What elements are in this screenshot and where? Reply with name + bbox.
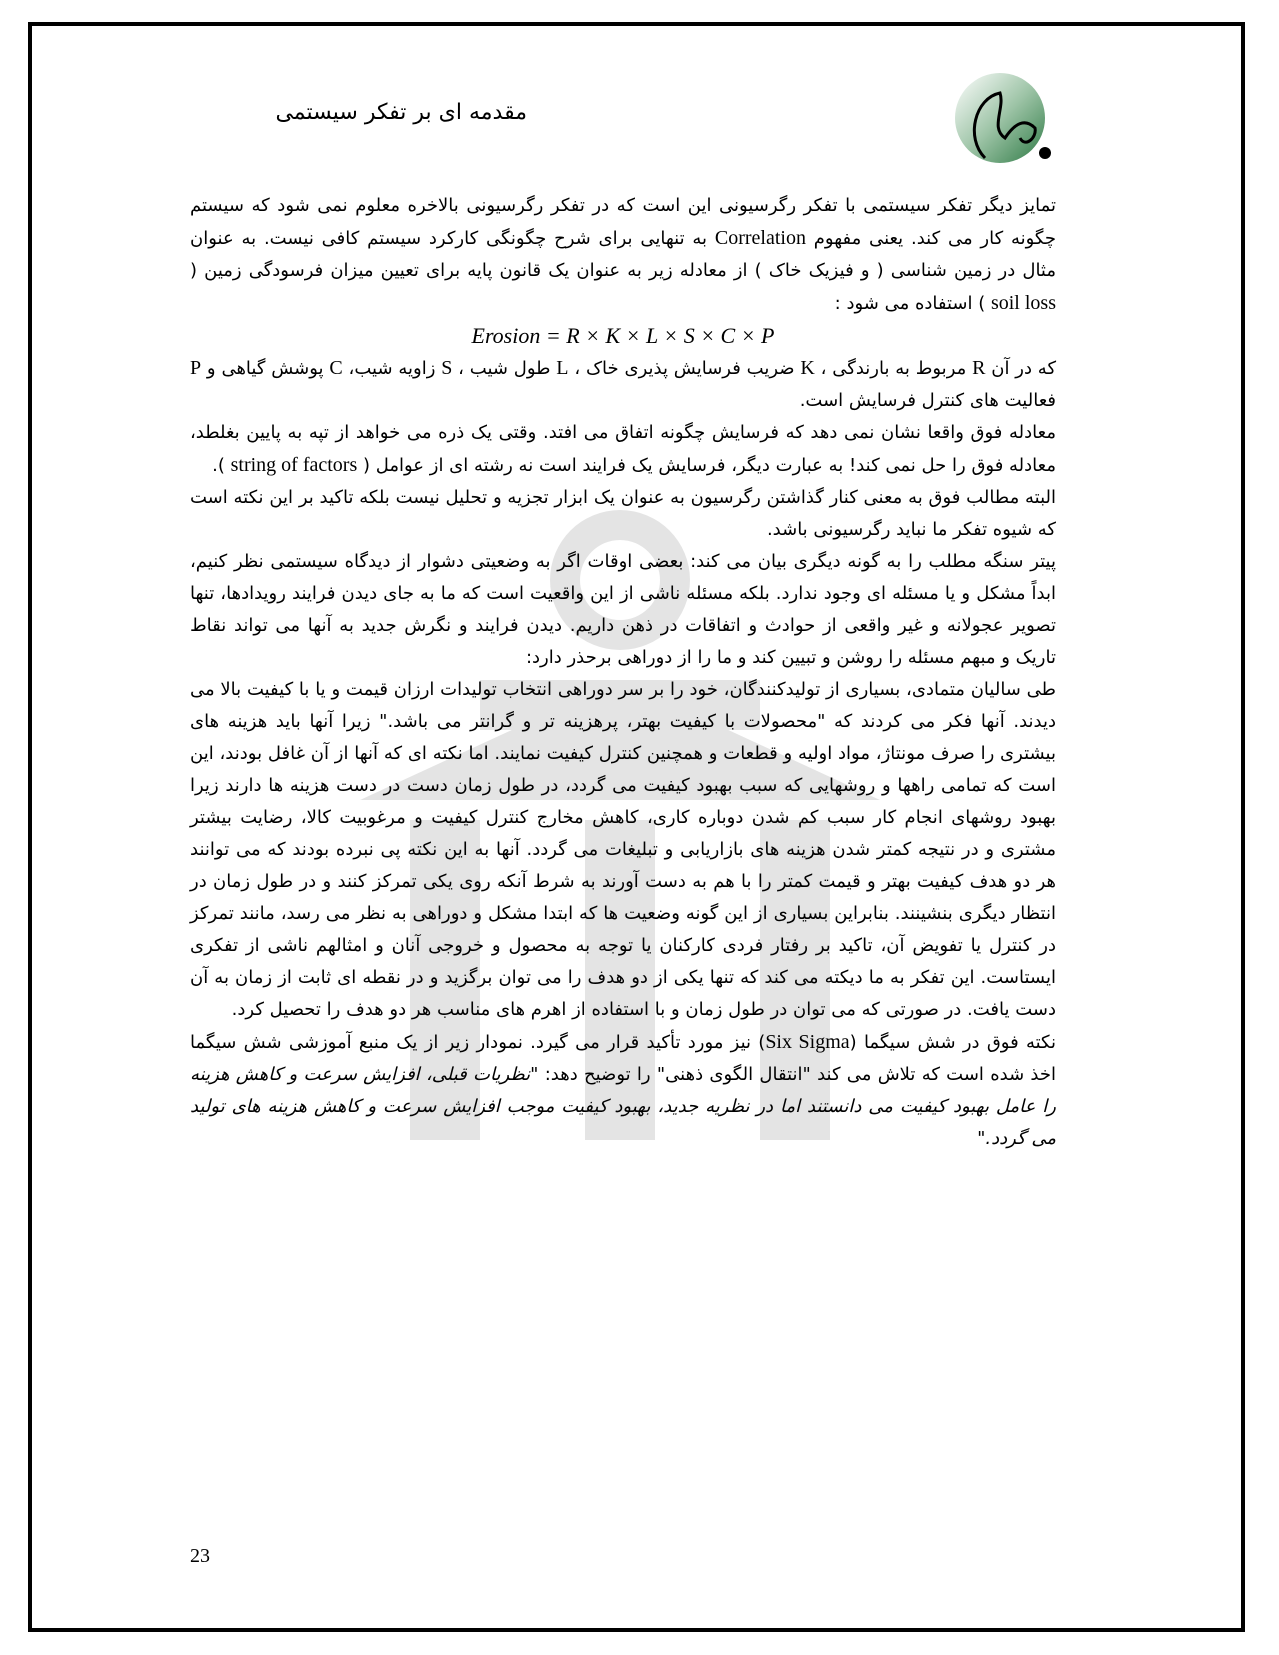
- var-k: K: [800, 357, 815, 379]
- var-l: L: [556, 357, 569, 379]
- term-six-sigma: Six Sigma: [765, 1031, 850, 1053]
- text-span: تمایز دیگر تفکر سیستمی با تفکر رگرسیونی این است که در تفکر رگرسیونی بالاخره معلوم نمی شود که سیستم چگونه کار می کند. یعنی مفهوم: [190, 195, 1056, 249]
- quote-italic: "نظریات قبلی، افزایش سرعت و کاهش هزینه را عامل بهبود کیفیت می دانستند اما در نظریه جدید، بهبود کیفیت موجب افزایش سرعت و کاهش هزینه های تولید می گردد.": [190, 1064, 1056, 1149]
- text-span: ) استفاده می شود :: [834, 293, 991, 314]
- paragraph-7: [190, 1026, 1056, 1155]
- var-s: S: [441, 357, 453, 379]
- text-span: معادله فوق واقعا نشان نمی دهد که فرسایش چگونه اتفاق می افتد. وقتی یک ذره می خواهد از تپه به پایین بغلطد، معادله فوق را حل نمی کند! به عبارت دیگر، فرسایش یک فرایند است نه رشته ای از عوامل (: [190, 422, 1056, 476]
- var-p: P: [190, 357, 202, 379]
- term-string-of-factors: string of factors: [230, 454, 358, 476]
- text-span: ضریب فرسایش پذیری خاک ،: [568, 358, 801, 379]
- logo-icon: [945, 68, 1075, 178]
- term-soil-loss: soil loss: [990, 292, 1056, 314]
- text-span: طول شیب ،: [452, 358, 557, 379]
- text-span: نکته فوق در شش سیگما (: [849, 1032, 1056, 1053]
- text-span: به تنهایی برای شرح چگونگی کارکرد سیستم کافی نیست. به عنوان مثال در زمین شناسی ( و فیزیک خاک ) از معادله زیر به عنوان یک قانون پایه برای تعیین میزان فرسودگی زمین (: [190, 228, 1056, 281]
- paragraph-3: [190, 417, 1056, 482]
- text-span: ).: [212, 455, 231, 476]
- page-number: 23: [190, 1545, 210, 1567]
- term-correlation: Correlation: [714, 227, 806, 249]
- erosion-formula: Erosion = R × K × L × S × C × P: [471, 323, 775, 348]
- text-span: پوشش گیاهی و: [201, 358, 330, 379]
- var-r: R: [972, 357, 986, 379]
- paragraph-2: [190, 352, 1056, 417]
- paragraph-6: طی سالیان متمادی، بسیاری از تولیدکنندگان، خود را بر سر دوراهی انتخاب تولیدات ارزان قیمت و یا با کیفیت بالا می دیدند. آنها فکر می کردند که "محصولات با کیفیت بهتر، پرهزینه تر و گرانتر می باشد." زیرا آنها باید هزینه های بیشتری را صرف مونتاژ، مواد اولیه و قطعات و همچنین کنترل کیفیت نمایند. اما نکته ای که آنها از آن غافل بودند، این است که تمامی راهها و روشهایی که سبب بهبود کیفیت می گردد، در طول زمان دست در دست هزینه ها دارند زیرا بهبود روشهای انجام کار سبب کم شدن دوباره کاری، کاهش مخارج کنترل کیفیت و مرغوبیت کالا، رضایت بیشتر مشتری و در نتیجه کمتر شدن هزینه های بازاریابی و تبلیغات می گردد. آنها به این نکته پی نبرده بودند که می توانند هر دو هدف کیفیت بهتر و قیمت کمتر را با هم به دست آورند به شرط آنکه روی یکی تمرکز کنند و در طول زمان در انتظار دیگری بنشینند. بنابراین بسیاری از این گونه وضعیت ها که ابتدا مشکل و دوراهی به نظر می رسد، مانند تمرکز در کنترل یا تفویض آن، تاکید بر رفتار فردی کارکنان یا توجه به محصول و خروجی آنان و امثالهم ناشی از تفکری ایستاست. این تفکر به ما دیکته می کند که تنها یکی از دو هدف را می توان برگزید و در نقطه ای ثابت از زمان به آن دست یافت. در صورتی که می توان در طول زمان و با استفاده از اهرم های مناسب هر دو هدف را تحصیل کرد.: [190, 679, 1056, 1020]
- text-span: ) نیز مورد تأکید قرار می گیرد. نمودار زیر از یک منبع آموزشی شش سیگما اخذ شده است که تلاش می کند "انتقال الگوی ذهنی" را توضیح دهد:: [190, 1032, 1056, 1085]
- document-body: [190, 190, 1056, 1390]
- text-span: زاویه شیب،: [342, 358, 442, 379]
- text-span: مربوط به بارندگی ،: [814, 358, 973, 379]
- paragraph-4: البته مطالب فوق به معنی کنار گذاشتن رگرسیون به عنوان یک ابزار تجزیه و تحلیل نیست بلکه تاکید بر این نکته است که شیوه تفکر ما نباید رگرسیونی باشد.: [190, 487, 1056, 540]
- text-span: فعالیت های کنترل فرسایش است.: [799, 390, 1056, 411]
- header-title: مقدمه ای بر تفکر سیستمی: [275, 100, 527, 125]
- paragraph-1: [190, 190, 1056, 320]
- var-c: C: [329, 357, 343, 379]
- text-span: که در آن: [985, 358, 1057, 379]
- paragraph-5: پیتر سنگه مطلب را به گونه دیگری بیان می کند: بعضی اوقات اگر به وضعیتی دشوار از دیدگاه سیستمی نظر کنیم، ابداً مشکل و یا مسئله ای وجود ندارد. بلکه مسئله ناشی از این واقعیت است که ما به جای دیدن فرایند رویدادها، تنها تصویر عجولانه و غیر واقعی از حوادث و اتفاقات در ذهن داریم. دیدن فرایند و نگرش جدید به آنها می تواند نقاط تاریک و مبهم مسئله را روشن و تبیین کند و ما را از دوراهی برحذر دارد:: [190, 551, 1056, 668]
